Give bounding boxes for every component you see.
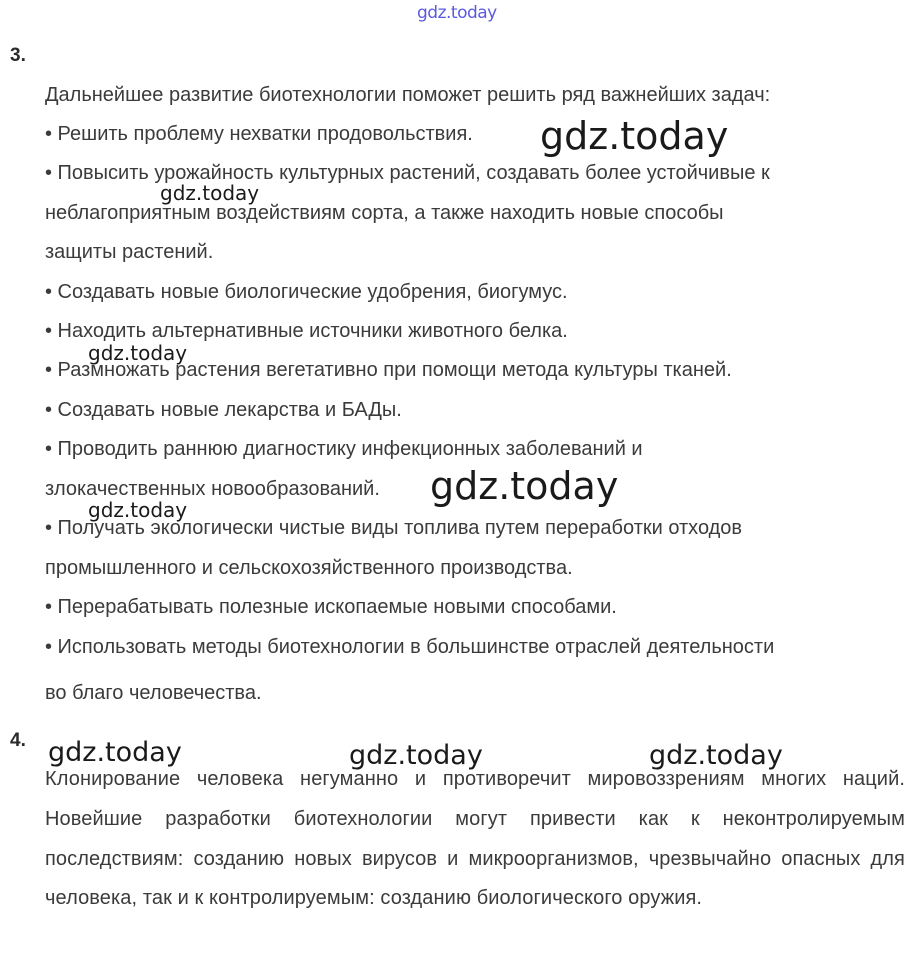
watermark: gdz.today (430, 464, 619, 508)
task3-line: неблагоприятным воздействиям сорта, а также находить новые способы (45, 202, 724, 224)
task3-line: промышленного и сельскохозяйственного производства. (45, 557, 573, 579)
task3-line: • Проводить раннюю диагностику инфекционных заболеваний и (45, 438, 643, 460)
watermark: gdz.today (649, 740, 783, 771)
header-watermark: gdz.today (417, 3, 497, 23)
task3-line: • Решить проблему нехватки продовольствия. (45, 123, 473, 145)
task3-line: • Находить альтернативные источники животного белка. (45, 320, 568, 342)
watermark: gdz.today (160, 181, 260, 205)
task3-line: злокачественных новообразований. (45, 478, 380, 500)
task3-line: • Получать экологически чистые виды топлива путем переработки отходов (45, 517, 743, 539)
task-number-3: 3. (10, 45, 26, 66)
task3-line: • Размножать растения вегетативно при помощи метода культуры тканей. (45, 359, 732, 381)
task3-line: Дальнейшее развитие биотехнологии поможет решить ряд важнейших задач: (45, 84, 771, 106)
task3-line: • Повысить урожайность культурных растений, создавать более устойчивые к (45, 162, 770, 184)
task3-line: • Создавать новые биологические удобрения, биогумус. (45, 281, 568, 303)
watermark: gdz.today (349, 740, 483, 771)
task3-line: во благо человечества. (45, 682, 262, 704)
task4-paragraph: Клонирование человека негуманно и противоречит мировоззрениям многих наций. Новейшие разработки биотехнологии могут привести как к неконтролируемым последствиям: созданию новых вирусов и микроорганизмов, чрезвычайно опасных для человека, так и к контролируемым: созданию биологического оружия. (45, 768, 905, 910)
task3-line: • Использовать методы биотехнологии в большинстве отраслей деятельности (45, 636, 775, 658)
watermark: gdz.today (540, 114, 729, 158)
task3-line: защиты растений. (45, 241, 214, 263)
task3-line: • Создавать новые лекарства и БАДы. (45, 399, 402, 421)
task-number-4: 4. (10, 730, 26, 751)
watermark: gdz.today (88, 341, 188, 365)
watermark: gdz.today (48, 737, 182, 768)
task3-line: • Перерабатывать полезные ископаемые новыми способами. (45, 596, 617, 618)
watermark: gdz.today (88, 498, 188, 522)
